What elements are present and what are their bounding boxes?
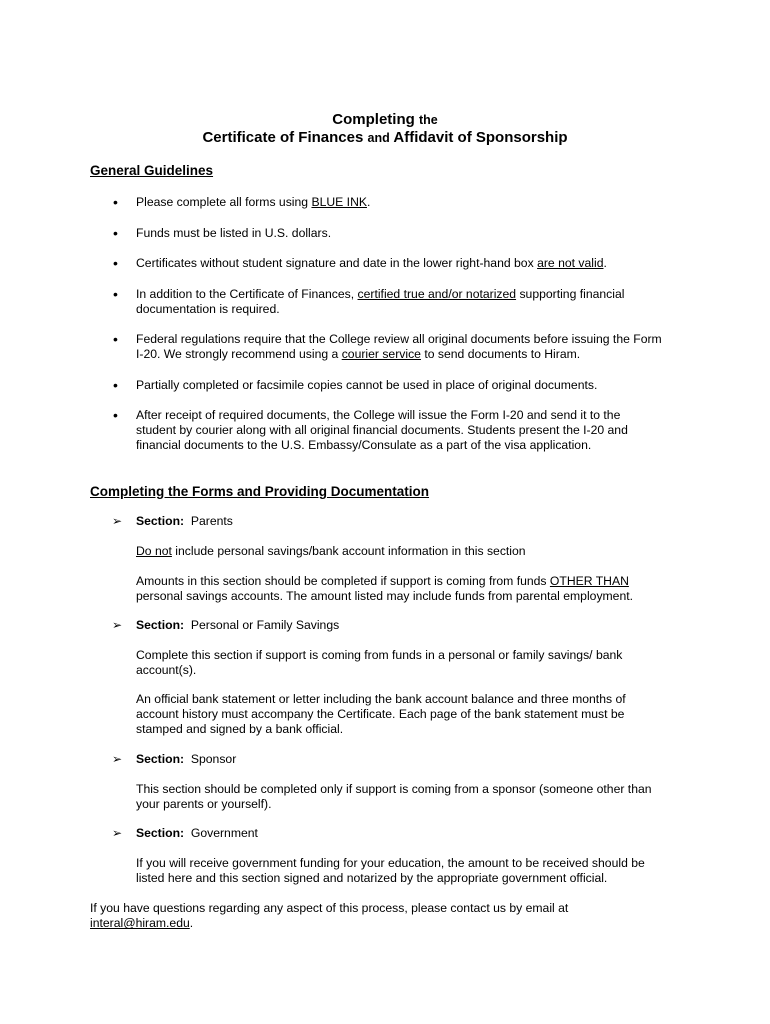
- bullet-icon: •: [113, 407, 118, 423]
- title-certificate: Certificate of Finances: [202, 129, 364, 146]
- sponsor-paragraph: This section should be completed only if support is coming from a sponsor (someone other than your parents or yourself).: [136, 782, 652, 812]
- general-guidelines-heading: General Guidelines: [90, 163, 214, 178]
- section-savings: Section: Personal or Family Savings: [136, 618, 340, 632]
- savings-paragraph-2: An official bank statement or letter including the bank account balance and three months of account history must accompany the Certificate. Each page of the bank statement must be stamped and signed by a bank official.: [136, 692, 626, 737]
- arrow-bullet-icon: ➢: [112, 826, 123, 840]
- bullet-icon: •: [113, 286, 118, 302]
- bullet-icon: •: [113, 331, 118, 347]
- bullet-icon: •: [113, 255, 118, 271]
- title-and: and: [367, 131, 390, 145]
- title-completing: Completing: [332, 111, 415, 128]
- contact-footer: If you have questions regarding any aspect of this process, please contact us by email at interal@hiram.edu.: [90, 901, 569, 931]
- guideline-notarized: In addition to the Certificate of Finances, certified true and/or notarized supporting financial documentation is required.: [136, 287, 625, 317]
- government-paragraph: If you will receive government funding for your education, the amount to be received should be listed here and this section signed and notarized by the appropriate government official.: [136, 856, 645, 886]
- forms-heading: Completing the Forms and Providing Documentation: [90, 484, 430, 499]
- title-line-1: [0, 111, 770, 129]
- title-line-2: [0, 129, 770, 147]
- section-parents: Section: Parents: [136, 514, 233, 528]
- guideline-facsimile: Partially completed or facsimile copies cannot be used in place of original documents.: [136, 378, 598, 392]
- guideline-blue-ink: Please complete all forms using BLUE INK.: [136, 195, 371, 209]
- arrow-bullet-icon: ➢: [112, 618, 123, 632]
- title-affidavit: Affidavit of Sponsorship: [393, 129, 568, 146]
- section-sponsor: Section: Sponsor: [136, 752, 237, 766]
- bullet-icon: •: [113, 225, 118, 241]
- parents-paragraph-2: Amounts in this section should be completed if support is coming from funds OTHER THAN personal savings accounts. The amount listed may include funds from parental employment.: [136, 574, 634, 604]
- arrow-bullet-icon: ➢: [112, 514, 123, 528]
- guideline-federal: Federal regulations require that the College review all original documents before issuing the Form I-20. We strongly recommend using a courier service to send documents to Hiram.: [136, 332, 662, 362]
- bullet-icon: •: [113, 194, 118, 210]
- title-the: the: [418, 113, 438, 127]
- email-link[interactable]: interal@hiram.edu: [90, 916, 190, 931]
- section-government: Section: Government: [136, 826, 258, 840]
- arrow-bullet-icon: ➢: [112, 752, 123, 766]
- guideline-signature: Certificates without student signature and date in the lower right-hand box are not valid.: [136, 256, 607, 270]
- parents-paragraph-1: Do not include personal savings/bank account information in this section: [136, 544, 526, 558]
- bullet-icon: •: [113, 377, 118, 393]
- savings-paragraph-1: Complete this section if support is coming from funds in a personal or family savings/ bank account(s).: [136, 648, 623, 678]
- guideline-us-dollars: Funds must be listed in U.S. dollars.: [136, 226, 332, 240]
- guideline-after-receipt: After receipt of required documents, the College will issue the Form I-20 and send it to the student by courier along with all original financial documents. Students present the I-20 and financial documents to the U.S. Embassy/Consulate as a part of the visa application.: [136, 408, 628, 453]
